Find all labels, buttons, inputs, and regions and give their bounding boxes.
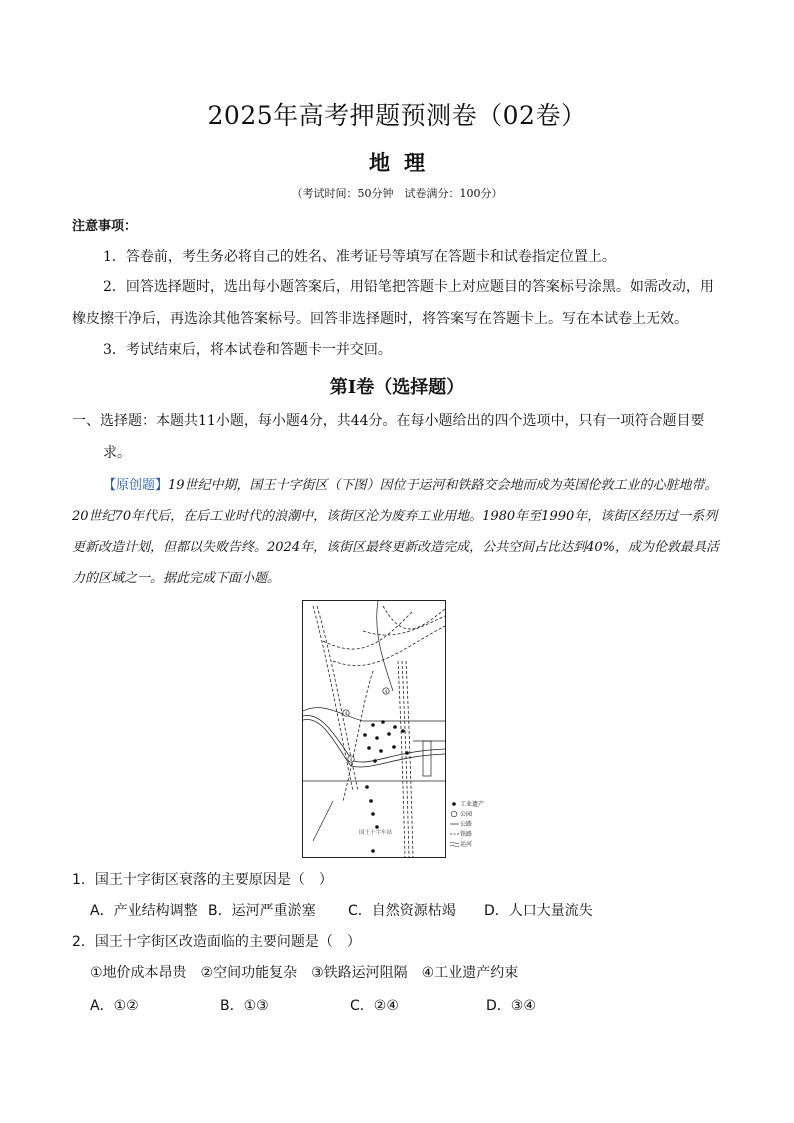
exam-info: （考试时间：50分钟 试卷满分：100分） <box>291 187 503 200</box>
paper-title: 2025年高考押题预测卷（02卷） <box>207 101 587 130</box>
q2-option-a[interactable]: A．①② <box>90 998 139 1014</box>
station-label: 国王十字车站 <box>359 830 393 836</box>
section-intro: 一、选择题：本题共11小题，每小题4分，共44分。在每小题给出的四个选项中，只有一项符合题目要求。 <box>72 413 705 461</box>
svg-text:4: 4 <box>384 689 388 694</box>
svg-text:4: 4 <box>344 711 348 716</box>
question-1-stem: 1．国王十字街区衰落的主要原因是（ ） <box>72 872 333 888</box>
q2-option-c[interactable]: C．②④ <box>350 998 399 1014</box>
notice-heading: 注意事项： <box>72 219 138 234</box>
legend-park-icon <box>451 811 457 817</box>
material-text: 19世纪中期，国王十字街区（下图）因位于运河和铁路交会地而成为英国伦敦工业的心脏地带。20世纪70年代后，在后工业时代的浪潮中，该街区沦为废弃工业用地。1980年至1990年，该街区经历过一系列更新改造计划，但都以失败告终。2024年，该街区最终更新改造完成，公共空间占比达到40%，成为伦敦最具活力的区域之一。据此完成下面小题。 <box>72 478 719 586</box>
road-lines <box>303 601 445 841</box>
q1-option-d[interactable]: D．人口大量流失 <box>484 903 593 919</box>
legend-road: 公路 <box>460 821 473 828</box>
legend-rail: 铁路 <box>460 831 473 838</box>
question-1-options <box>90 896 593 926</box>
notice-item-2: 2．回答选择题时，选出每小题答案后，用铅笔把答题卡上对应题目的答案标号涂黑。如需改动，用橡皮擦干净后，再选涂其他答案标号。回答非选择题时，将答案写在答题卡上。写在本试卷上无效。 <box>72 279 714 327</box>
notice-item-1: 1．答卷前，考生务必将自己的姓名、准考证号等填写在答题卡和试卷指定位置上。 <box>103 249 616 265</box>
kings-cross-map <box>302 600 485 858</box>
svg-text:4: 4 <box>349 757 353 762</box>
question-2-statements: ①地价成本昂贵 ②空间功能复杂 ③铁路运河阻隔 ④工业遗产约束 <box>90 965 519 981</box>
question-2-stem: 2．国王十字街区改造面临的主要问题是（ ） <box>72 934 361 950</box>
q2-option-d[interactable]: D．③④ <box>486 998 536 1014</box>
original-question-tag: 【原创题】 <box>103 478 169 493</box>
section-title: 第Ⅰ卷（选择题） <box>329 377 465 398</box>
legend-canal-icon <box>450 842 459 846</box>
railway-lines <box>313 606 445 857</box>
q1-option-b[interactable]: B．运河严重淤塞 <box>208 903 316 919</box>
q1-option-c[interactable]: C．自然资源枯竭 <box>348 903 456 919</box>
q2-option-b[interactable]: B．①③ <box>220 998 269 1014</box>
legend-dot-icon <box>452 802 456 806</box>
legend-box <box>449 799 495 857</box>
legend-canal: 运河 <box>460 841 473 848</box>
subject-title: 地理 <box>369 150 439 175</box>
question-2-options <box>90 991 536 1021</box>
map-figure <box>303 601 445 857</box>
legend-park: 公园 <box>460 811 473 818</box>
q1-option-a[interactable]: A．产业结构调整 <box>90 903 198 919</box>
notice-item-3: 3．考试结束后，将本试卷和答题卡一并交回。 <box>103 342 392 358</box>
legend-heritage: 工业遗产 <box>460 801 485 808</box>
material-paragraph <box>72 470 726 594</box>
